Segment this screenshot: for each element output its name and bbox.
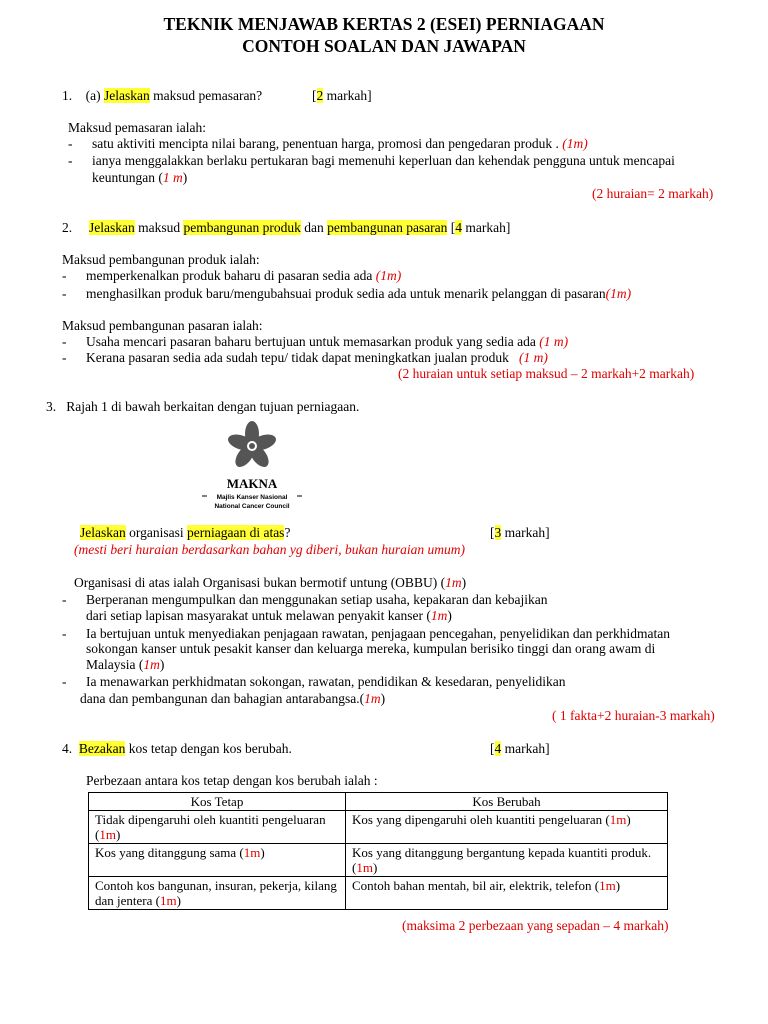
q3-note: (mesti beri huraian berdasarkan bahan yg diberi, bukan huraian umum) (74, 542, 465, 557)
q3-point-3: Ia menawarkan perkhidmatan sokongan, rawatan, pendidikan & kesedaran, penyelidikan (86, 674, 566, 689)
table-row (89, 811, 668, 844)
q2-intro-a: Maksud pembangunan produk ialah: (62, 252, 260, 267)
table-cell: Contoh bahan mentah, bil air, elektrik, telefon (1m) (346, 877, 668, 910)
q4-marks: [4 markah] (490, 741, 550, 756)
q1-point-2-cont: keuntungan (1 m) (92, 170, 188, 185)
q1-number: 1. (62, 88, 73, 103)
q2-summary: (2 huraian untuk setiap maksud – 2 markah+2 markah) (398, 366, 695, 381)
table-header-row (89, 793, 668, 811)
table-cell: Kos yang ditanggung bergantung kepada kuantiti produk. (1m) (346, 844, 668, 877)
q2-intro-b: Maksud pembangunan pasaran ialah: (62, 318, 263, 333)
table-cell: Contoh kos bangunan, insuran, pekerja, kilang dan jentera (1m) (89, 877, 346, 910)
q1-marks: [2 markah] (312, 88, 372, 103)
table-row (89, 844, 668, 877)
q2-a2: menghasilkan produk baru/mengubahsuai produk sedia ada untuk menarik pelanggan di pasaran(1m) (86, 286, 632, 301)
q3-answer-intro: Organisasi di atas ialah Organisasi bukan bermotif untung (OBBU) (1m) (74, 575, 467, 590)
q3-summary: ( 1 fakta+2 huraian-3 markah) (552, 708, 715, 723)
svg-text:MAKNA: MAKNA (226, 476, 278, 491)
q3-line: 3. Rajah 1 di bawah berkaitan dengan tujuan perniagaan. (46, 399, 360, 414)
q1-line (62, 88, 262, 104)
q3-point-1-cont: dari setiap lapisan masyarakat untuk melawan penyakit kanser (1m) (86, 608, 452, 623)
table-cell: Kos yang dipengaruhi oleh kuantiti pengeluaran (1m) (346, 811, 668, 844)
q4-command-word: Bezakan (78, 741, 126, 756)
table-header-kos-berubah: Kos Berubah (346, 793, 668, 811)
svg-text:Majlis Kanser Nasional: Majlis Kanser Nasional (216, 494, 288, 501)
makna-logo (202, 418, 302, 510)
q4-line: 4. Bezakan kos tetap dengan kos berubah. (62, 741, 292, 756)
cost-comparison-table (88, 792, 668, 910)
q1-answer-intro: Maksud pemasaran ialah: (68, 120, 206, 135)
q3-question: Jelaskan organisasi perniagaan di atas? (80, 525, 291, 540)
q2-line: 2. Jelaskan maksud pembangunan produk dan pembangunan pasaran [4 markah] (62, 220, 511, 235)
table-cell: Kos yang ditanggung sama (1m) (89, 844, 346, 877)
svg-text:National Cancer Council: National Cancer Council (214, 503, 290, 510)
q2-command-word: Jelaskan (89, 220, 135, 235)
q3-marks: [3 markah] (490, 525, 550, 540)
q4-intro: Perbezaan antara kos tetap dengan kos berubah ialah : (86, 773, 378, 788)
table-row (89, 877, 668, 910)
q3-point-1: Berperanan mengumpulkan dan menggunakan setiap usaha, kepakaran dan kebajikan (86, 592, 548, 607)
q3-point-2: Ia bertujuan untuk menyediakan penjagaan rawatan, penjagaan pencegahan, penyelidikan dan perkhidmatan (86, 626, 671, 641)
table-header-kos-tetap: Kos Tetap (89, 793, 346, 811)
document-page: TEKNIK MENJAWAB KERTAS 2 (ESEI) PERNIAGAAN CONTOH SOALAN DAN JAWAPAN 1. (a) Jelaskan maksud pemasaran? [2 markah] Maksud pemasaran ialah: - satu aktiviti mencipta nilai barang, penentuan harga, promosi dan pengedaran produk . (1m) - ianya menggalakkan berlaku pertukaran bagi memenuhi keperluan dan kehendak pengguna untuk mencapai keuntungan (1 m) (2 huraian= 2 markah) 2. Jelaskan maksud pembangunan produk dan pembangunan pasaran [4 markah] Maksud pembangunan produk ialah: - memperkenalkan produk baharu di pasaran sedia ada (1m) - menghasilkan produk baru/mengubahsuai produk sedia ada untuk menarik pelanggan di pasaran(1m) Maksud pembangunan pasaran ialah: - Usaha mencari pasaran baharu bertujuan untuk memasarkan produk yang sedia ada (1 m) - Kerana pasaran sedia ada sudah tepu/ tidak dapat meningkatkan jualan produk (1 m) (2 huraian untuk setiap maksud – 2 markah+2 markah) 3. Rajah 1 di bawah berkaitan dengan tujuan perniagaan. MAKNA Majlis Kanser Nasional National Cancer Council Jelaskan organisasi perniagaan di atas? [3 markah] (mesti beri huraian berdasarkan bahan yg diberi, bukan huraian umum) Organisasi di atas ialah Organisasi bukan bermotif untung (OBBU) (1m) - Berperanan mengumpulkan dan menggunakan setiap usaha, kepakaran dan kebajikan dari setiap lapisan masyarakat untuk melawan penyakit kanser (1m) - Ia bertujuan untuk menyediakan penjagaan rawatan, penjagaan pencegahan, penyelidikan dan perkhidmatan sokongan kanser untuk pesakit kanser dan keluarga mereka, kumpulan berisiko tinggi dan orang awam di Malaysia (1m) - Ia menawarkan perkhidmatan sokongan, rawatan, pendidikan & kesedaran, penyelidikan dana dan pembangunan dan bahagian antarabangsa.(1m) ( 1 fakta+2 huraian-3 markah) 4. Bezakan kos tetap dengan kos berubah. [4 markah] Perbezaan antara kos tetap dengan kos berubah ialah : Kos Tetap Kos Berubah Tidak dipengaruhi oleh kuantiti pengeluaran (1m) Kos yang dipengaruhi oleh kuantiti pengeluaran (1m) Kos yang ditanggung sama (1m) Kos yang ditanggung bergantung kepada kuantiti produk. (1m) Contoh kos bangunan, insuran, pekerja, kilang dan jentera (1m) Contoh bahan mentah, bil air, elektrik, telefon (1m) (maksima 2 perbezaan yang sepadan – 4 markah) (0, 0, 768, 1024)
q3-point-3-cont: dana dan pembangunan dan bahagian antarabangsa.(1m) (80, 691, 386, 706)
q3-point-2-cont: sokongan kanser untuk pesakit kanser dan keluarga mereka, kumpulan berisiko tinggi dan orang awam di (86, 641, 656, 656)
q4-summary: (maksima 2 perbezaan yang sepadan – 4 markah) (402, 918, 669, 933)
q1-point-1: satu aktiviti mencipta nilai barang, penentuan harga, promosi dan pengedaran produk . (1m) (92, 136, 588, 151)
q1-point-2: ianya menggalakkan berlaku pertukaran bagi memenuhi keperluan dan kehendak pengguna untuk mencapai (92, 153, 675, 168)
q1-part: (a) (85, 88, 101, 103)
q3-point-2-cont2: Malaysia (1m) (86, 657, 165, 672)
q1-command-word: Jelaskan (103, 88, 150, 103)
makna-flower-icon (202, 418, 302, 510)
q2-b1: Usaha mencari pasaran baharu bertujuan untuk memasarkan produk yang sedia ada (1 m) (86, 334, 569, 349)
q2-b2: Kerana pasaran sedia ada sudah tepu/ tidak dapat meningkatkan jualan produk (1 m) (86, 350, 548, 365)
page-subtitle: CONTOH SOALAN DAN JAWAPAN (242, 36, 526, 56)
q1-text: maksud pemasaran? (149, 88, 263, 103)
q2-a1: memperkenalkan produk baharu di pasaran sedia ada (1m) (86, 268, 402, 283)
table-cell: Tidak dipengaruhi oleh kuantiti pengeluaran (1m) (89, 811, 346, 844)
page-title: TEKNIK MENJAWAB KERTAS 2 (ESEI) PERNIAGAAN (163, 14, 605, 34)
q1-summary: (2 huraian= 2 markah) (592, 186, 714, 201)
q3-command-word: Jelaskan (80, 525, 126, 540)
